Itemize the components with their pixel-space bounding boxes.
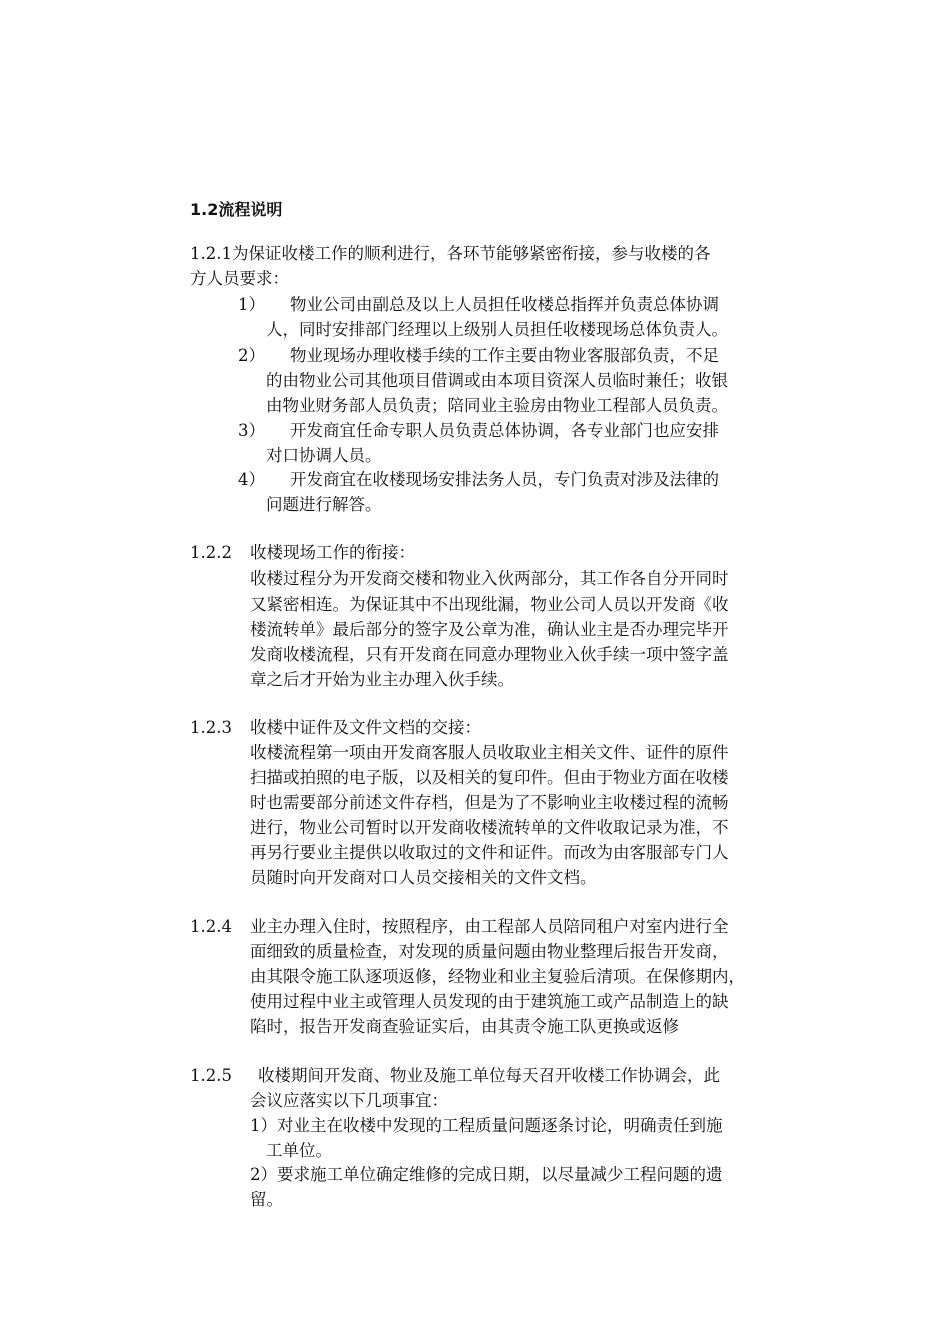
list-item-text: 开发商宜在收楼现场安排法务人员，专门负责对涉及法律的 <box>290 470 719 489</box>
list-item-text: 1）对业主在收楼中发现的工程质量问题逐条讨论，明确责任到施 <box>250 1116 723 1135</box>
list-item-text: 物业公司由副总及以上人员担任收楼总指挥并负责总体协调 <box>290 295 719 314</box>
paragraph-line: 又紧密相连。为保证其中不出现纰漏，物业公司人员以开发商《收 <box>250 595 729 614</box>
list-item-text: 工单位。 <box>266 1141 332 1160</box>
paragraph-line: 扫描或拍照的电子版，以及相关的复印件。但由于物业方面在收楼 <box>250 768 729 787</box>
paragraph-line: 由其限令施工队逐项返修，经物业和业主复验后清项。在保修期内， <box>250 967 745 986</box>
list-item-text: 对口协调人员。 <box>266 446 382 465</box>
list-item-text: 留。 <box>250 1190 283 1209</box>
paragraph-line: 收楼期间开发商、物业及施工单位每天召开收楼工作协调会，此 <box>258 1066 720 1085</box>
paragraph-line: 收楼流程第一项由开发商客服人员收取业主相关文件、证件的原件 <box>250 743 729 762</box>
paragraph-line: 章之后才开始为业主办理入伙手续。 <box>250 670 514 689</box>
list-item-text: 物业现场办理收楼手续的工作主要由物业客服部负责，不足 <box>290 346 719 365</box>
list-item-text: 问题进行解答。 <box>266 495 382 514</box>
list-item-text: 的由物业公司其他项目借调或由本项目资深人员临时兼任；收银 <box>266 371 728 390</box>
s121-intro-line2: 方人员要求： <box>190 269 289 288</box>
section-number: 1.2.4 <box>190 917 232 936</box>
paragraph-line: 楼流转单》最后部分的签字及公章为准，确认业主是否办理完毕开 <box>250 620 729 639</box>
paragraph-line: 使用过程中业主或管理人员发现的由于建筑施工或产品制造上的缺 <box>250 992 729 1011</box>
section-heading: 1.2流程说明 <box>190 200 283 219</box>
list-item-text: 人，同时安排部门经理以上级别人员担任收楼现场总体负责人。 <box>266 320 728 339</box>
section-number: 1.2.2 <box>190 543 232 562</box>
paragraph-line: 进行，物业公司暂时以开发商收楼流转单的文件收取记录为准，不 <box>250 818 729 837</box>
paragraph-line: 陷时，报告开发商查验证实后，由其责令施工队更换或返修 <box>250 1017 679 1036</box>
section-title: 收楼现场工作的衔接： <box>250 543 415 562</box>
list-number: 4） <box>238 470 265 489</box>
list-item-text: 由物业财务部人员负责；陪同业主验房由物业工程部人员负责。 <box>266 396 728 415</box>
paragraph-line: 再另行要业主提供以收取过的文件和证件。而改为由客服部专门人 <box>250 843 729 862</box>
paragraph-line: 员随时向开发商对口人员交接相关的文件文档。 <box>250 868 597 887</box>
list-item-text: 开发商宜任命专职人员负责总体协调，各专业部门也应安排 <box>290 421 719 440</box>
list-number: 2） <box>238 346 265 365</box>
list-number: 3） <box>238 421 265 440</box>
section-number: 1.2.5 <box>190 1066 232 1085</box>
list-item-text: 2）要求施工单位确定维修的完成日期，以尽量减少工程问题的遗 <box>250 1165 723 1184</box>
list-number: 1） <box>238 295 265 314</box>
paragraph-line: 会议应落实以下几项事宜： <box>250 1091 448 1110</box>
paragraph-line: 发商收楼流程，只有开发商在同意办理物业入伙手续一项中签字盖 <box>250 645 729 664</box>
section-number: 1.2.3 <box>190 718 232 737</box>
section-title: 收楼中证件及文件文档的交接： <box>250 718 481 737</box>
paragraph-line: 收楼过程分为开发商交楼和物业入伙两部分，其工作各自分开同时 <box>250 569 729 588</box>
paragraph-line: 时也需要部分前述文件存档，但是为了不影响业主收楼过程的流畅 <box>250 793 729 812</box>
paragraph-line: 面细致的质量检查，对发现的质量问题由物业整理后报告开发商， <box>250 942 729 961</box>
s121-intro-line1: 1.2.1为保证收楼工作的顺利进行，各环节能够紧密衔接，参与收楼的各 <box>190 244 711 263</box>
paragraph-line: 业主办理入住时，按照程序，由工程部人员陪同租户对室内进行全 <box>250 917 729 936</box>
